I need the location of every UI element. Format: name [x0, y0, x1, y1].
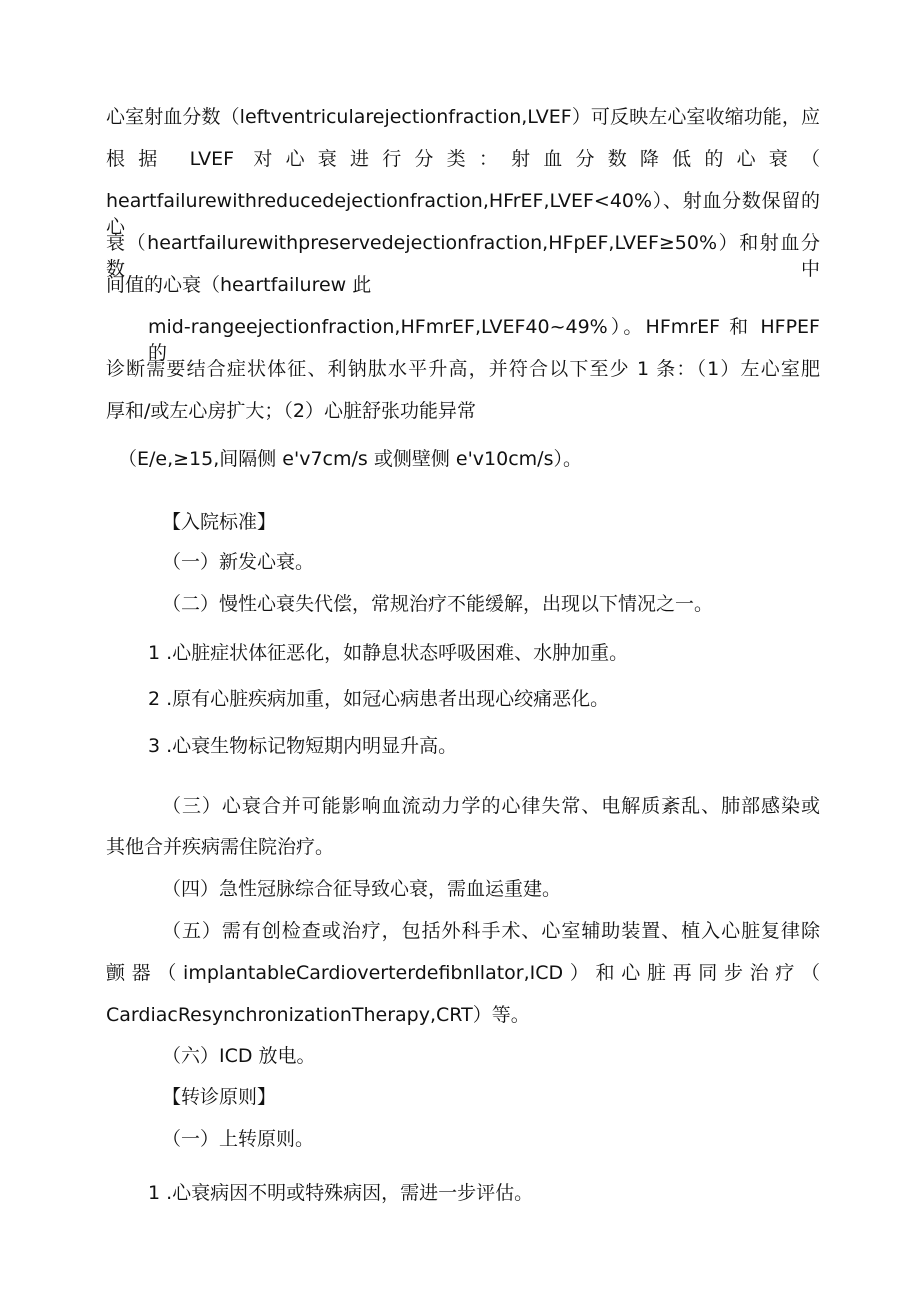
- list-item-admission-5-end: CardiacResynchronizationTherapy,CRT）等。: [106, 1004, 530, 1026]
- body-line-hypertrophy: 厚和/或左心房扩大；（2）心脏舒张功能异常: [106, 400, 476, 422]
- list-item-referral-1: （一）上转原则。: [162, 1128, 315, 1150]
- body-line-hfpef: 衰（heartfailurewithpreservedejectionfraction,HFpEF,LVEF≥50%）和射血分数中: [106, 232, 820, 280]
- body-line-hfmref-start: 间值的心衰（heartfailurew 此: [106, 274, 372, 296]
- list-item-admission-5: （五）需有创检查或治疗，包括外科手术、心室辅助装置、植入心脏复律除: [162, 920, 820, 942]
- list-item-admission-3-cont: 其他合并疾病需住院治疗。: [106, 836, 335, 858]
- body-line-ee-ratio: （E/e,≥15,间隔侧 e'v7cm∕s 或侧壁侧 e'v10cm∕s）。: [118, 448, 582, 470]
- body-line-classification: 根据 LVEF 对心衰进行分类：射血分数降低的心衰（: [106, 148, 820, 170]
- sub-item-unknown-cause: 1 .心衰病因不明或特殊病因，需进一步评估。: [148, 1182, 534, 1204]
- list-item-admission-6: （六）ICD 放电。: [162, 1045, 316, 1067]
- list-item-admission-5-cont: 颤器（implantableCardioverterdefibnllator,ICD）和心脏再同步治疗（: [106, 962, 820, 984]
- list-item-admission-2: （二）慢性心衰失代偿，常规治疗不能缓解，出现以下情况之一。: [162, 593, 714, 615]
- sub-item-biomarker-rise: 3 .心衰生物标记物短期内明显升高。: [148, 735, 458, 757]
- body-line-lvef-definition: 心室射血分数（leftventricularejectionfraction,LVEF）可反映左心室收缩功能，应: [106, 106, 820, 128]
- section-heading-admission-criteria: 【入院标准】: [162, 511, 277, 533]
- list-item-admission-4: （四）急性冠脉综合征导致心衰，需血运重建。: [162, 878, 562, 900]
- list-item-admission-1: （一）新发心衰。: [162, 551, 315, 573]
- list-item-admission-3: （三）心衰合并可能影响血流动力学的心律失常、电解质紊乱、肺部感染或: [162, 795, 820, 817]
- sub-item-symptom-worsening: 1 .心脏症状体征恶化，如静息状态呼吸困难、水肿加重。: [148, 642, 629, 664]
- body-line-diagnosis: 诊断需要结合症状体征、利钠肽水平升高，并符合以下至少 1 条：（1）左心室肥: [106, 358, 820, 380]
- body-line-hfmref-range: mid-rangeejectionfraction,HFmrEF,LVEF40~49%）。HFmrEF 和 HFPEF 的: [148, 316, 820, 364]
- sub-item-disease-worsening: 2 .原有心脏疾病加重，如冠心病患者出现心绞痛恶化。: [148, 688, 610, 710]
- section-heading-referral-principles: 【转诊原则】: [162, 1086, 277, 1108]
- body-line-hfref: heartfailurewithreducedejectionfraction,HFrEF,LVEF<40%）、射血分数保留的心: [106, 190, 820, 238]
